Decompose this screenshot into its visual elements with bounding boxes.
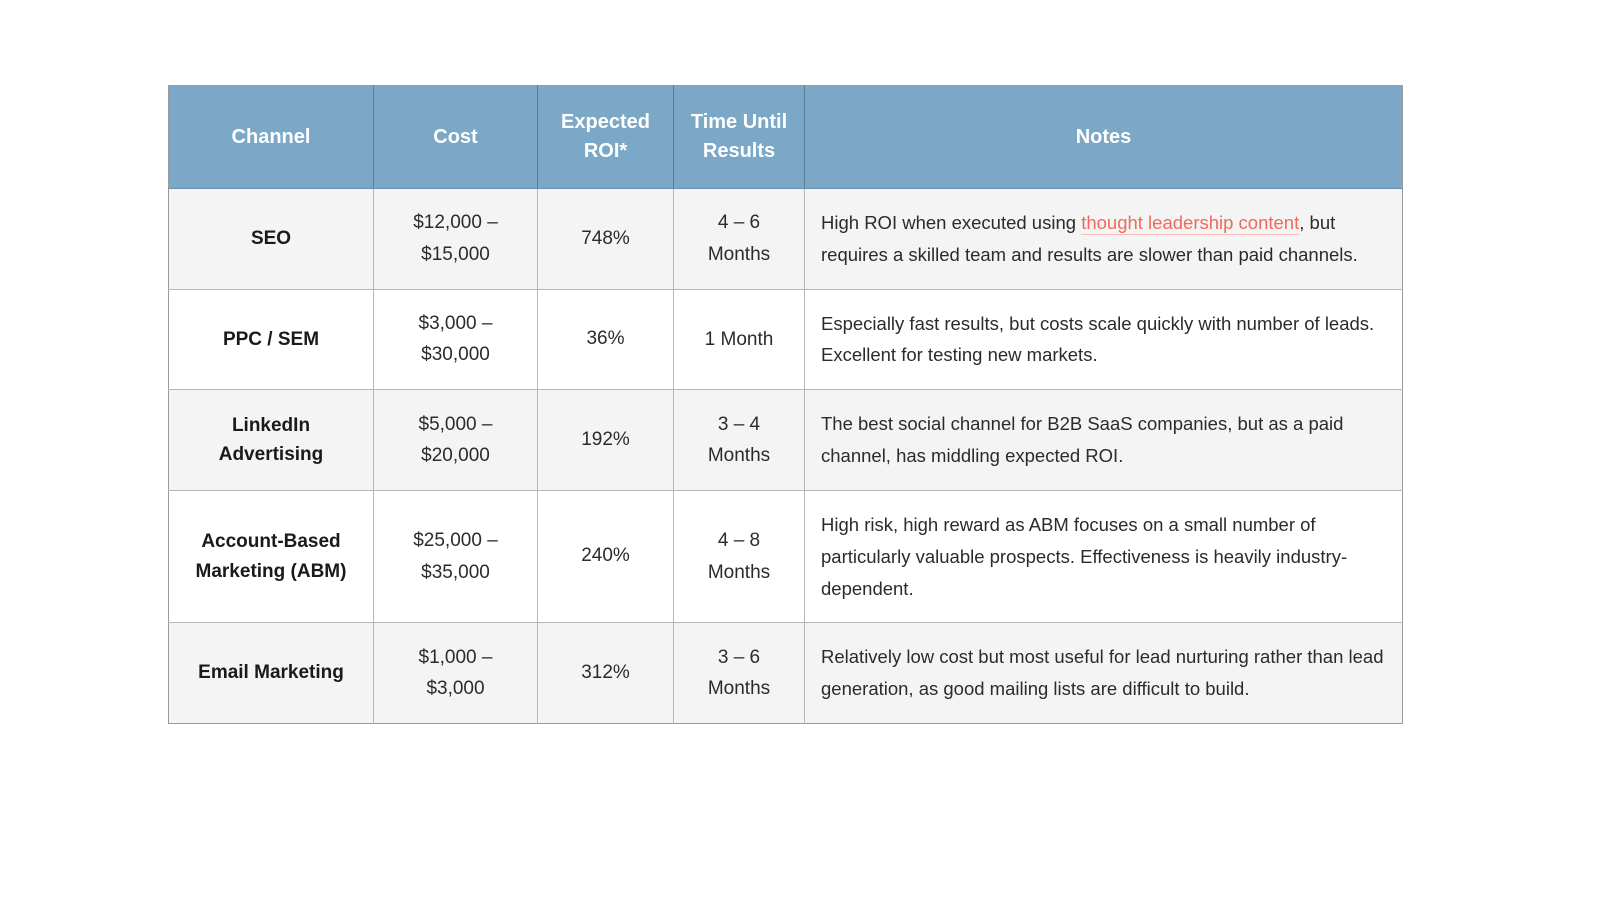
table-row bbox=[169, 189, 1403, 290]
channel-name: PPC / SEM bbox=[222, 328, 320, 350]
cell-cost bbox=[374, 623, 538, 724]
cost-high: $3,000 bbox=[426, 678, 485, 700]
cell-channel bbox=[169, 623, 374, 724]
cell-channel bbox=[169, 289, 374, 390]
table-row bbox=[169, 289, 1403, 390]
cell-time-until-results bbox=[674, 189, 805, 290]
cell-time-until-results bbox=[674, 623, 805, 724]
column-header-notes bbox=[805, 86, 1403, 189]
time-unit: Months bbox=[707, 243, 771, 265]
channel-name-line1: LinkedIn bbox=[231, 414, 311, 436]
cell-expected-roi bbox=[538, 490, 674, 622]
cell-channel bbox=[169, 189, 374, 290]
marketing-channel-roi-table-wrapper bbox=[168, 85, 1402, 724]
expected-roi-value: 192% bbox=[581, 428, 630, 450]
column-header-time-until-results bbox=[674, 86, 805, 189]
cost-high: $35,000 bbox=[421, 561, 490, 583]
column-header-expected-roi bbox=[538, 86, 674, 189]
channel-name: SEO bbox=[250, 228, 292, 250]
cost-high: $30,000 bbox=[421, 344, 490, 366]
cell-notes bbox=[805, 623, 1403, 724]
channel-name-line2: Advertising bbox=[218, 444, 324, 466]
expected-roi-value: 240% bbox=[581, 545, 630, 567]
cell-expected-roi bbox=[538, 623, 674, 724]
cell-expected-roi bbox=[538, 189, 674, 290]
cell-cost bbox=[374, 289, 538, 390]
cell-notes bbox=[805, 189, 1403, 290]
cost-low: $1,000 – bbox=[418, 646, 493, 668]
time-unit: Months bbox=[707, 561, 771, 583]
cost-low: $5,000 – bbox=[418, 413, 493, 435]
notes-text: Especially fast results, but costs scale quickly with number of leads. Excellent for testing new markets. bbox=[821, 312, 1375, 366]
channel-name-line2: Marketing (ABM) bbox=[195, 560, 347, 582]
cell-notes bbox=[805, 289, 1403, 390]
channel-name-line1: Account-Based bbox=[201, 531, 341, 553]
column-header-cost-label: Cost bbox=[433, 125, 478, 148]
notes-text-before-link: High ROI when executed using bbox=[821, 212, 1082, 233]
notes-text: The best social channel for B2B SaaS companies, but as a paid channel, has middling expected ROI. bbox=[821, 413, 1344, 467]
table-row bbox=[169, 490, 1403, 622]
notes-link-thought-leadership-content[interactable]: thought leadership content bbox=[1081, 212, 1300, 233]
cell-time-until-results bbox=[674, 390, 805, 491]
column-header-expected-roi-label-line2: ROI* bbox=[583, 140, 628, 162]
column-header-time-label-line1: Time Until bbox=[690, 111, 788, 133]
marketing-channel-roi-table bbox=[168, 85, 1403, 724]
cost-low: $12,000 – bbox=[413, 212, 498, 234]
table-row bbox=[169, 623, 1403, 724]
time-unit: Months bbox=[707, 678, 771, 700]
column-header-time-label-line2: Results bbox=[702, 140, 776, 162]
cell-cost bbox=[374, 490, 538, 622]
cost-high: $15,000 bbox=[421, 243, 490, 265]
column-header-cost bbox=[374, 86, 538, 189]
notes-text-after-link: , but requires a skilled team and results are slower than paid channels. bbox=[821, 212, 1358, 265]
cell-channel bbox=[169, 490, 374, 622]
column-header-channel bbox=[169, 86, 374, 189]
cell-time-until-results bbox=[674, 289, 805, 390]
cost-high: $20,000 bbox=[421, 445, 490, 467]
cost-low: $25,000 – bbox=[413, 530, 498, 552]
cell-expected-roi bbox=[538, 390, 674, 491]
cell-cost bbox=[374, 189, 538, 290]
column-header-expected-roi-label-line1: Expected bbox=[561, 111, 650, 133]
table-row bbox=[169, 390, 1403, 491]
column-header-channel-label: Channel bbox=[231, 125, 311, 148]
expected-roi-value: 36% bbox=[586, 328, 625, 350]
cost-low: $3,000 – bbox=[418, 313, 493, 335]
expected-roi-value: 748% bbox=[581, 227, 630, 249]
time-range: 4 – 6 bbox=[717, 212, 761, 234]
time-range: 3 – 6 bbox=[717, 646, 761, 668]
notes-text: High risk, high reward as ABM focuses on a small number of particularly valuable prospects. Effectiveness is heavily industry-dependent. bbox=[821, 513, 1348, 599]
time-unit: Months bbox=[707, 445, 771, 467]
column-header-notes-label: Notes bbox=[1075, 125, 1132, 148]
cell-notes bbox=[805, 390, 1403, 491]
channel-name: Email Marketing bbox=[198, 662, 344, 684]
notes-text: Relatively low cost but most useful for lead nurturing rather than lead generation, as good mailing lists are difficult to build. bbox=[821, 646, 1384, 700]
table-body bbox=[169, 189, 1403, 724]
expected-roi-value: 312% bbox=[581, 661, 630, 683]
table-header-row bbox=[169, 86, 1403, 189]
time-range: 4 – 8 bbox=[717, 530, 761, 552]
cell-time-until-results bbox=[674, 490, 805, 622]
cell-notes bbox=[805, 490, 1403, 622]
cell-channel bbox=[169, 390, 374, 491]
cell-cost bbox=[374, 390, 538, 491]
table-header bbox=[169, 86, 1403, 189]
time-range: 1 Month bbox=[704, 328, 774, 350]
cell-expected-roi bbox=[538, 289, 674, 390]
time-range: 3 – 4 bbox=[717, 413, 761, 435]
